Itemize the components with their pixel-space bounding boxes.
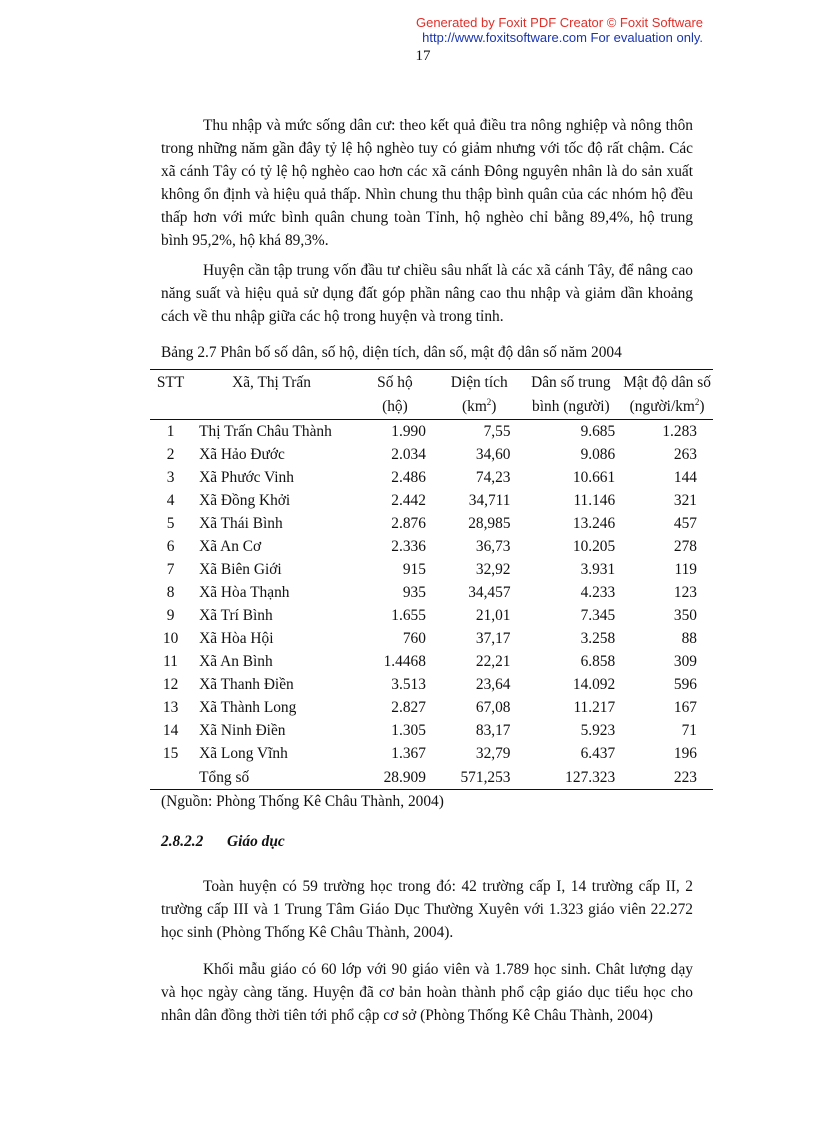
cell-households: 935	[402, 584, 426, 601]
cell-stt: 10	[162, 630, 179, 647]
cell-area: 36,73	[475, 538, 511, 555]
table-row	[150, 512, 713, 535]
cell-area: 23,64	[475, 676, 511, 693]
cell-stt: 1	[166, 423, 175, 440]
total-stt	[150, 765, 191, 790]
table-caption: Bảng 2.7 Phân bố số dân, số hộ, diện tích, dân số, mật độ dân số năm 2004	[161, 344, 622, 361]
cell-area: 74,23	[475, 469, 511, 486]
cell-households: 2.876	[391, 515, 426, 532]
page-number: 17	[415, 48, 431, 64]
cell-stt: 7	[166, 561, 175, 578]
cell-households: 1.367	[391, 745, 426, 762]
cell-area: 32,92	[475, 561, 511, 578]
cell-density: 144	[673, 469, 697, 486]
section-title: Giáo dục	[227, 833, 285, 850]
cell-area: 22,21	[475, 653, 511, 670]
cell-households: 2.336	[391, 538, 426, 555]
cell-area: 28,985	[468, 515, 511, 532]
header-name: Xã, Thị Trấn	[191, 370, 352, 395]
table-row	[150, 466, 713, 489]
cell-stt: 3	[166, 469, 175, 486]
watermark-line-1: Generated by Foxit PDF Creator © Foxit Software	[415, 15, 703, 30]
cell-population: 10.661	[572, 469, 616, 486]
cell-population: 11.217	[573, 699, 616, 716]
cell-households: 2.034	[391, 446, 426, 463]
cell-density: 123	[673, 584, 697, 601]
table-row	[150, 420, 713, 444]
cell-name: Xã Thành Long	[199, 699, 297, 716]
cell-stt: 9	[166, 607, 175, 624]
header-area-unit: $(km^2)$	[438, 394, 521, 420]
cell-name: Xã An Cơ	[199, 538, 262, 555]
table-row	[150, 650, 713, 673]
header-households-unit: (hộ)	[352, 394, 438, 420]
cell-households: 1.305	[391, 722, 426, 739]
table-row	[150, 696, 713, 719]
cell-population: 7.345	[580, 607, 616, 624]
cell-households: 1.4468	[383, 653, 426, 670]
cell-households: 1.655	[391, 607, 426, 624]
cell-area: 32,79	[475, 745, 511, 762]
population-table	[150, 369, 713, 790]
header-population: Dân số trung	[521, 370, 622, 395]
cell-name: Xã Trí Bình	[199, 607, 273, 624]
cell-population: 3.258	[580, 630, 616, 647]
section-number: 2.8.2.2	[161, 833, 204, 850]
cell-stt: 5	[166, 515, 175, 532]
cell-name: Xã Hòa Thạnh	[199, 584, 290, 601]
cell-population: 10.205	[572, 538, 616, 555]
cell-households: 2.827	[391, 699, 426, 716]
cell-population: 13.246	[572, 515, 616, 532]
table-header-row-2	[150, 394, 713, 420]
cell-name: Xã Hòa Hội	[199, 630, 274, 647]
cell-area: 34,457	[468, 584, 511, 601]
header-households: Số hộ	[352, 370, 438, 395]
cell-population: 3.931	[580, 561, 616, 578]
cell-households: 2.486	[391, 469, 426, 486]
table-row	[150, 558, 713, 581]
paragraph-kindergarten: Khối mẫu giáo có 60 lớp với 90 giáo viên và 1.789 học sinh. Chât lượng dạy và học ngày càng tăng. Huyện đã cơ bản hoàn thành phổ cập giáo dục tiểu học cho nhân dân đồng thời tiên tới phổ cập cơ sở (Phòng Thống Kê Châu Thành, 2004)	[161, 961, 693, 1024]
cell-stt: 8	[166, 584, 175, 601]
section-heading	[161, 833, 285, 851]
cell-name: Xã Đồng Khởi	[199, 492, 291, 509]
cell-population: 11.146	[573, 492, 616, 509]
table-source: (Nguồn: Phòng Thống Kê Châu Thành, 2004)	[161, 793, 444, 810]
paragraph-schools: Toàn huyện có 59 trường học trong đó: 42 trường cấp I, 14 trường cấp II, 2 trường cấp III và 1 Trung Tâm Giáo Dục Thường Xuyên với 1.323 giáo viên 22.272 học sinh (Phòng Thống Kê Châu Thành, 2004).	[161, 878, 693, 941]
table-row	[150, 742, 713, 765]
table-header-row-1	[150, 370, 713, 395]
cell-stt: 4	[166, 492, 175, 509]
cell-population: 9.086	[580, 446, 616, 463]
cell-density: 263	[673, 446, 697, 463]
cell-households: 2.442	[391, 492, 426, 509]
table-row	[150, 604, 713, 627]
table-row	[150, 443, 713, 466]
cell-area: 21,01	[475, 607, 511, 624]
total-population: 127.323	[521, 765, 622, 790]
table-total-row	[150, 765, 713, 790]
table-row	[150, 535, 713, 558]
foxit-watermark	[0, 15, 703, 45]
cell-name: Xã Ninh Điền	[199, 722, 286, 739]
table-row	[150, 581, 713, 604]
total-density: 223	[621, 765, 713, 790]
total-households: 28.909	[352, 765, 438, 790]
cell-area: 37,17	[475, 630, 511, 647]
cell-density: 88	[681, 630, 697, 647]
cell-area: 7,55	[483, 423, 511, 440]
cell-population: 5.923	[580, 722, 616, 739]
table-row	[150, 719, 713, 742]
cell-stt: 14	[162, 722, 179, 739]
paragraph-investment: Huyện cần tập trung vốn đầu tư chiều sâu nhất là các xã cánh Tây, để nâng cao năng suất và hiệu quả sử dụng đất góp phần nâng cao thu nhập và giảm dần khoảng cách về thu nhập giữa các hộ trong huyện và trong tỉnh.	[161, 262, 693, 325]
cell-name: Xã Thái Bình	[199, 515, 283, 532]
header-stt: STT	[150, 370, 191, 395]
cell-name: Xã Thanh Điền	[199, 676, 294, 693]
header-population-unit: bình (người)	[521, 394, 622, 420]
cell-households: 3.513	[391, 676, 426, 693]
total-name: Tổng số	[191, 765, 352, 790]
header-density-unit: $(người/km^2)$	[621, 394, 713, 420]
paragraph-income: Thu nhập và mức sống dân cư: theo kết quả điều tra nông nghiệp và nông thôn trong những năm gần đây tỷ lệ hộ nghèo tuy có giảm nhưng với tốc độ rất chậm. Các xã cánh Tây có tỷ lệ hộ nghèo cao hơn các xã cánh Đông nguyên nhân là do sản xuất không ổn định và hiệu quả thấp. Nhìn chung thu thập bình quân của các nhóm hộ đều thấp hơn với mức bình quân chung toàn Tỉnh, hộ nghèo chỉ bằng 89,4%, hộ trung bình 95,2%, hộ khá 89,3%.	[161, 117, 693, 249]
cell-density: 350	[673, 607, 697, 624]
table-row	[150, 673, 713, 696]
cell-households: 760	[402, 630, 426, 647]
table-row	[150, 489, 713, 512]
cell-name: Thị Trấn Châu Thành	[199, 423, 332, 440]
cell-density: 596	[673, 676, 697, 693]
cell-area: 34,711	[468, 492, 511, 509]
cell-population: 6.858	[580, 653, 616, 670]
cell-density: 196	[673, 745, 697, 762]
header-area: Diện tích	[438, 370, 521, 395]
cell-area: 83,17	[475, 722, 511, 739]
cell-name: Xã An Bình	[199, 653, 273, 670]
total-area: 571,253	[438, 765, 521, 790]
cell-area: 67,08	[475, 699, 511, 716]
cell-stt: 11	[163, 653, 178, 670]
cell-population: 4.233	[580, 584, 616, 601]
cell-stt: 2	[166, 446, 175, 463]
cell-name: Xã Hảo Đước	[199, 446, 285, 463]
cell-population: 6.437	[580, 745, 616, 762]
cell-density: 321	[673, 492, 697, 509]
header-density: Mật độ dân số	[621, 370, 713, 395]
table-row	[150, 627, 713, 650]
cell-stt: 12	[162, 676, 179, 693]
cell-households: 915	[402, 561, 426, 578]
cell-density: 167	[673, 699, 697, 716]
cell-density: 309	[673, 653, 697, 670]
cell-population: 14.092	[572, 676, 616, 693]
cell-name: Xã Phước Vinh	[199, 469, 294, 486]
cell-stt: 6	[166, 538, 175, 555]
cell-households: 1.990	[391, 423, 426, 440]
cell-population: 9.685	[580, 423, 616, 440]
cell-density: 1.283	[662, 423, 697, 440]
cell-stt: 13	[162, 699, 179, 716]
watermark-line-2: http://www.foxitsoftware.com For evaluation only.	[422, 30, 703, 45]
cell-density: 71	[681, 722, 697, 739]
cell-density: 119	[674, 561, 697, 578]
cell-name: Xã Long Vĩnh	[199, 745, 288, 762]
cell-name: Xã Biên Giới	[199, 561, 282, 578]
cell-density: 278	[673, 538, 697, 555]
cell-stt: 15	[162, 745, 179, 762]
cell-density: 457	[673, 515, 697, 532]
cell-area: 34,60	[475, 446, 511, 463]
